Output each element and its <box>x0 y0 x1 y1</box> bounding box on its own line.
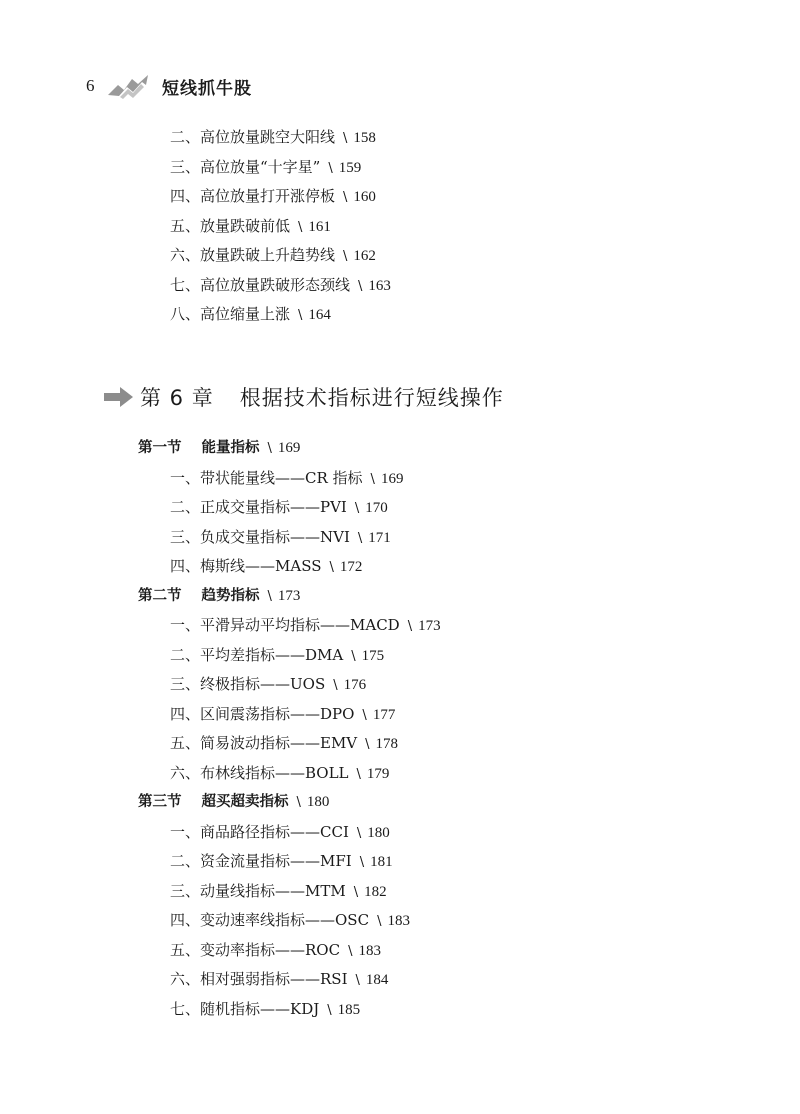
entry-separator: \ <box>355 973 360 988</box>
entry-title: 二、平均差指标——DMA <box>170 645 344 664</box>
entry-title: 六、布林线指标——BOLL <box>170 763 349 782</box>
entry-page-number: 177 <box>372 706 396 723</box>
toc-entry[interactable] <box>170 670 441 700</box>
entry-page-number: 173 <box>418 618 441 634</box>
entry-page-number: 179 <box>366 765 390 782</box>
entry-title: 四、变动速率线指标——OSC <box>170 911 370 929</box>
toc-entry[interactable] <box>170 641 441 671</box>
entry-title: 五、放量跌破前低 <box>170 216 291 235</box>
entry-title: 三、高位放量“十字星” <box>170 157 321 176</box>
chapter-heading <box>104 380 504 414</box>
section-label: 第二节 <box>138 587 182 604</box>
entry-separator: \ <box>356 825 362 841</box>
entry-separator: \ <box>370 471 375 487</box>
page-header <box>86 72 252 100</box>
entry-title: 一、带状能量线——CR 指标 <box>170 468 363 487</box>
previous-chapter-entries <box>170 123 391 330</box>
entry-title: 六、相对强弱指标——RSI <box>170 970 348 988</box>
entry-page-number: 185 <box>337 1001 361 1018</box>
toc-entry[interactable] <box>170 729 441 759</box>
entry-separator: \ <box>298 219 303 235</box>
entry-title: 二、高位放量跳空大阳线 <box>170 128 336 146</box>
book-title: 短线抓牛股 <box>162 78 252 99</box>
toc-entry[interactable] <box>170 182 391 212</box>
entry-page-number: 183 <box>387 913 410 929</box>
entry-page-number: 162 <box>353 248 376 264</box>
toc-entry[interactable] <box>170 552 441 582</box>
entry-title: 三、终极指标——UOS <box>170 675 326 693</box>
toc-entry[interactable] <box>170 759 441 789</box>
entry-separator: \ <box>365 737 370 752</box>
entry-title: 四、区间震荡指标——DPO <box>170 704 355 723</box>
entry-separator: \ <box>343 190 348 205</box>
entry-page-number: 178 <box>375 736 399 752</box>
entry-page-number: 164 <box>308 307 331 323</box>
entry-separator: \ <box>357 530 363 546</box>
entry-separator: \ <box>329 560 334 575</box>
entry-title: 七、随机指标——KDJ <box>170 999 320 1018</box>
entry-title: 三、负成交量指标——NVI <box>170 527 350 546</box>
entry-page-number: 175 <box>361 647 385 664</box>
section-heading[interactable] <box>138 434 441 464</box>
entry-page-number: 183 <box>358 942 381 959</box>
entry-separator: \ <box>356 766 361 782</box>
toc-entry[interactable] <box>170 877 441 907</box>
entry-separator: \ <box>377 914 382 929</box>
toc-entry[interactable] <box>170 818 441 848</box>
chapter-title: 根据技术指标进行短线操作 <box>239 386 504 410</box>
section-title: 趋势指标 <box>201 587 260 604</box>
entry-title: 一、平滑异动平均指标——MACD <box>170 616 400 634</box>
toc-entry[interactable] <box>170 464 441 494</box>
arrow-right-icon <box>104 386 134 408</box>
entry-page-number: 158 <box>353 130 376 146</box>
entry-separator: \ <box>359 855 365 870</box>
section-title: 超买超卖指标 <box>201 794 289 810</box>
entry-page-number: 176 <box>343 677 367 693</box>
entry-page-number: 182 <box>364 883 387 900</box>
chapter-number: 第 6 章 <box>140 386 214 410</box>
toc-entry[interactable] <box>170 847 441 877</box>
entry-page-number: 160 <box>353 189 376 205</box>
entry-page-number: 172 <box>339 559 363 575</box>
toc-entry[interactable] <box>170 123 391 153</box>
entry-page-number: 171 <box>368 529 391 546</box>
toc-entry[interactable] <box>170 523 441 553</box>
toc-entry[interactable] <box>170 300 391 330</box>
toc-entry[interactable] <box>170 271 391 301</box>
entry-page-number: 180 <box>367 824 390 841</box>
toc-entry[interactable] <box>170 611 441 641</box>
entry-separator: \ <box>298 308 303 323</box>
entry-separator: \ <box>333 678 338 693</box>
section-label: 第三节 <box>138 794 182 810</box>
entry-title: 二、正成交量指标——PVI <box>170 498 347 516</box>
entry-separator: \ <box>267 441 272 456</box>
page-number: 6 <box>86 76 95 95</box>
entry-separator: \ <box>362 707 367 723</box>
section-label: 第一节 <box>138 440 182 456</box>
entry-title: 二、资金流量指标——MFI <box>170 852 352 870</box>
entry-title: 三、动量线指标——MTM <box>170 881 346 900</box>
entry-separator: \ <box>358 278 363 294</box>
section-heading[interactable] <box>138 788 441 818</box>
entry-title: 八、高位缩量上涨 <box>170 305 291 323</box>
toc-entry[interactable] <box>170 906 441 936</box>
entry-separator: \ <box>296 795 301 810</box>
toc-entry[interactable] <box>170 493 441 523</box>
section-page-number: 169 <box>277 440 301 456</box>
toc-entry[interactable] <box>170 965 441 995</box>
entry-separator: \ <box>327 1002 332 1018</box>
toc-entry[interactable] <box>170 995 441 1025</box>
toc-entry[interactable] <box>170 700 441 730</box>
chapter-contents <box>138 434 441 1024</box>
bull-logo-icon <box>106 73 150 99</box>
entry-separator: \ <box>353 884 359 900</box>
entry-title: 五、简易波动指标——EMV <box>170 734 358 752</box>
entry-separator: \ <box>328 160 333 176</box>
entry-title: 七、高位放量跌破形态颈线 <box>170 275 351 294</box>
toc-entry[interactable] <box>170 212 391 242</box>
entry-separator: \ <box>354 501 360 516</box>
entry-separator: \ <box>343 131 348 146</box>
entry-separator: \ <box>267 588 272 604</box>
entry-page-number: 181 <box>370 854 393 870</box>
entry-separator: \ <box>343 249 348 264</box>
toc-entry[interactable] <box>170 153 391 183</box>
entry-page-number: 161 <box>308 218 331 235</box>
entry-separator: \ <box>348 943 353 959</box>
section-page-number: 173 <box>277 587 301 604</box>
entry-title: 五、变动率指标——ROC <box>170 940 341 959</box>
entry-title: 六、放量跌破上升趋势线 <box>170 246 336 264</box>
section-title: 能量指标 <box>201 440 260 456</box>
section-page-number: 180 <box>306 794 330 810</box>
entry-page-number: 184 <box>365 972 389 988</box>
entry-title: 四、高位放量打开涨停板 <box>170 187 336 205</box>
entry-title: 四、梅斯线——MASS <box>170 557 322 575</box>
entry-page-number: 170 <box>365 500 388 516</box>
entry-title: 一、商品路径指标——CCI <box>170 822 349 841</box>
toc-entry[interactable] <box>170 241 391 271</box>
toc-entry[interactable] <box>170 936 441 966</box>
entry-page-number: 159 <box>338 159 362 176</box>
section-heading[interactable] <box>138 582 441 612</box>
entry-page-number: 163 <box>368 277 391 294</box>
entry-separator: \ <box>351 648 356 664</box>
entry-page-number: 169 <box>380 470 404 487</box>
entry-separator: \ <box>407 619 413 634</box>
